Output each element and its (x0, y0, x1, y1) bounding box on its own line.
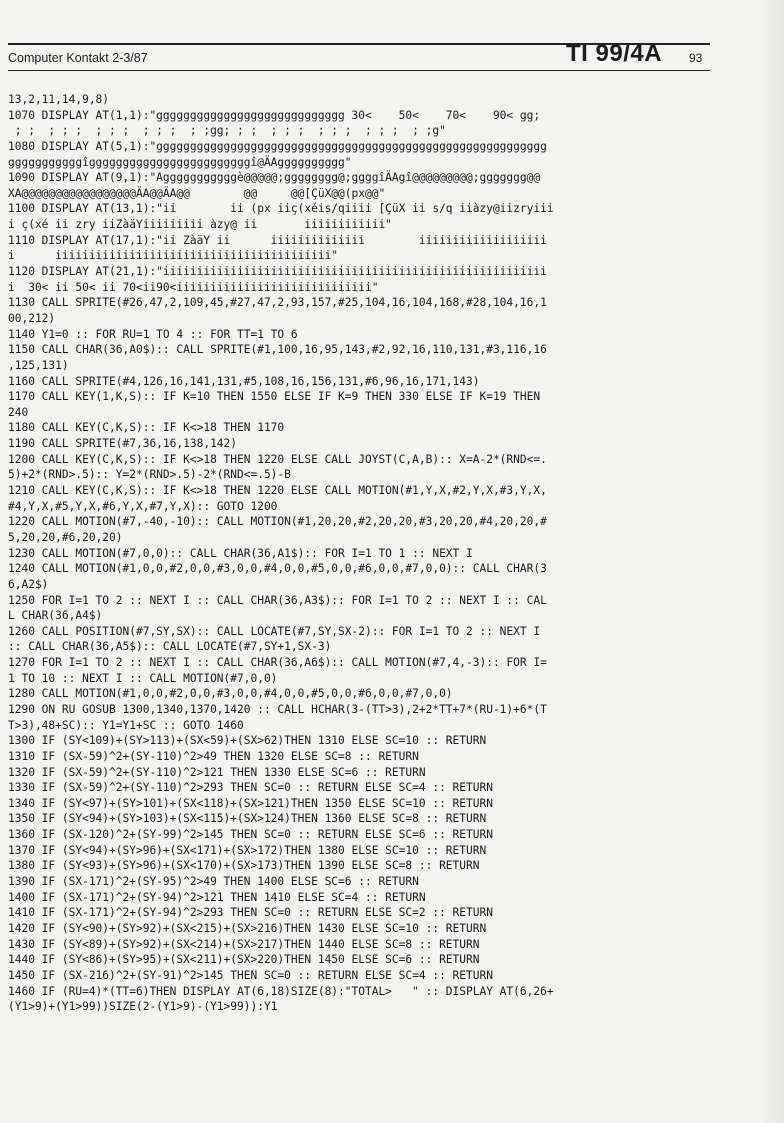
code-line: 240 (8, 405, 29, 419)
code-line: 1130 CALL SPRITE(#26,47,2,109,45,#27,47,2,93,157,#25,104,16,104,168,#28,104,16,1 (8, 296, 547, 310)
page-edge-shadow (756, 0, 784, 1123)
code-line: 1150 CALL CHAR(36,A0$):: CALL SPRITE(#1,100,16,95,143,#2,92,16,110,131,#3,116,16 (8, 343, 547, 357)
code-line: 6,A2$) (8, 577, 49, 591)
code-line: T>3),48+SC):: Y1=Y1+SC :: GOTO 1460 (8, 718, 244, 732)
code-line: 1 TO 10 :: NEXT I :: CALL MOTION(#7,0,0) (8, 671, 278, 685)
code-line: 1250 FOR I=1 TO 2 :: NEXT I :: CALL CHAR(36,A3$):: FOR I=1 TO 2 :: NEXT I :: CAL (8, 593, 547, 607)
code-line: 1290 ON RU GOSUB 1300,1340,1370,1420 :: CALL HCHAR(3-(TT>3),2+2*TT+7*(RU-1)+6*(T (8, 702, 547, 716)
code-line: 5,20,20,#6,20,20) (8, 530, 123, 544)
code-line: 1390 IF (SX-171)^2+(SY-95)^2>49 THEN 1400 ELSE SC=6 :: RETURN (8, 875, 419, 889)
code-line: 1240 CALL MOTION(#1,0,0,#2,0,0,#3,0,0,#4,0,0,#5,0,0,#6,0,0,#7,0,0):: CALL CHAR(3 (8, 562, 547, 576)
code-line: 1220 CALL MOTION(#7,-40,-10):: CALL MOTION(#1,20,20,#2,20,20,#3,20,20,#4,20,20,# (8, 515, 547, 529)
code-line: 1230 CALL MOTION(#7,0,0):: CALL CHAR(36,A1$):: FOR I=1 TO 1 :: NEXT I (8, 546, 473, 560)
basic-program-listing (8, 92, 678, 1015)
code-line: 1090 DISPLAY AT(9,1):"Agggggggggggè@@@@@;gggggggg@;ggggîÄAgî@@@@@@@@@;ggggggg@@ (8, 171, 541, 185)
code-line: 1320 IF (SX-59)^2+(SY-110)^2>121 THEN 1330 ELSE SC=6 :: RETURN (8, 765, 426, 779)
code-line: 1080 DISPLAY AT(5,1):"gggggggggggggggggggggggggggggggggggggggggggggggggggggggggg (8, 139, 547, 153)
code-line: 1460 IF (RU=4)*(TT=6)THEN DISPLAY AT(6,18)SIZE(8):"TOTAL> " :: DISPLAY AT(6,26+ (8, 984, 554, 998)
code-line: L CHAR(36,A4$) (8, 609, 103, 623)
code-line: 1400 IF (SX-171)^2+(SY-94)^2>121 THEN 1410 ELSE SC=4 :: RETURN (8, 890, 426, 904)
page-number: 93 (689, 51, 703, 65)
code-line: 1110 DISPLAY AT(17,1):"ii ZàäY ii iiiiiiiiiiiiii iiiiiiiiiiiiiiiiiii (8, 233, 547, 247)
code-line: #4,Y,X,#5,Y,X,#6,Y,X,#7,Y,X):: GOTO 1200 (8, 499, 278, 513)
code-line: 1440 IF (SY<86)+(SY>95)+(SX<211)+(SX>220)THEN 1450 ELSE SC=6 :: RETURN (8, 953, 480, 967)
code-line: 1100 DISPLAY AT(13,1):"ii ii (px iiç(xéis/qiiii [ÇüX ii s/q iiàzy@iizryiii (8, 202, 554, 216)
code-line: i ç(xé ii zry iiZàäYiiiiiiiii àzy@ ii iiiiiiiiiiii" (8, 218, 392, 232)
code-line: 1410 IF (SX-171)^2+(SY-94)^2>293 THEN SC=0 :: RETURN ELSE SC=2 :: RETURN (8, 906, 493, 920)
code-line: 1310 IF (SX-59)^2+(SY-110)^2>49 THEN 1320 ELSE SC=8 :: RETURN (8, 749, 419, 763)
code-line: 13,2,11,14,9,8) (8, 93, 110, 106)
code-line: 00,212) (8, 311, 56, 325)
code-line: 1270 FOR I=1 TO 2 :: NEXT I :: CALL CHAR(36,A6$):: CALL MOTION(#7,4,-3):: FOR I= (8, 656, 547, 670)
code-line: (Y1>9)+(Y1>99))SIZE(2-(Y1>9)-(Y1>99)):Y1 (8, 1000, 278, 1014)
code-line: 1210 CALL KEY(C,K,S):: IF K<>18 THEN 1220 ELSE CALL MOTION(#1,Y,X,#2,Y,X,#3,Y,X, (8, 484, 547, 498)
code-line: i 30< ii 50< ii 70<ii90<iiiiiiiiiiiiiiiiiiiiiiiiiiiii" (8, 280, 379, 294)
header-underline (8, 70, 710, 71)
code-line: ,125,131) (8, 358, 69, 372)
code-line: 1430 IF (SY<89)+(SY>92)+(SX<214)+(SX>217)THEN 1440 ELSE SC=8 :: RETURN (8, 937, 480, 951)
code-line: 1280 CALL MOTION(#1,0,0,#2,0,0,#3,0,0,#4,0,0,#5,0,0,#6,0,0,#7,0,0) (8, 687, 453, 701)
magazine-issue: Computer Kontakt 2-3/87 (8, 51, 148, 65)
code-line: 1420 IF (SY<90)+(SY>92)+(SX<215)+(SX>216)THEN 1430 ELSE SC=10 :: RETURN (8, 921, 487, 935)
code-line: 1180 CALL KEY(C,K,S):: IF K<>18 THEN 1170 (8, 421, 285, 435)
code-line: 5)+2*(RND>.5):: Y=2*(RND>.5)-2*(RND<=.5)-B (8, 468, 291, 482)
page-title: TI 99/4A (566, 40, 663, 67)
code-line: 1370 IF (SY<94)+(SY>96)+(SX<171)+(SX>172)THEN 1380 ELSE SC=10 :: RETURN (8, 843, 487, 857)
code-line: 1350 IF (SY<94)+(SY>103)+(SX<115)+(SX>124)THEN 1360 ELSE SC=8 :: RETURN (8, 812, 487, 826)
code-line: ; ; ; ; ; ; ; ; ; ; ; ; ;gg; ; ; ; ; ; ; ; ; ; ; ; ; ;g" (8, 124, 446, 138)
code-line: 1330 IF (SX-59)^2+(SY-110)^2>293 THEN SC=0 :: RETURN ELSE SC=4 :: RETURN (8, 781, 493, 795)
code-line: XA@@@@@@@@@@@@@@@@@ÄA@@ÄA@@ @@ @@[ÇüX@@(px@@" (8, 186, 386, 200)
code-line: 1260 CALL POSITION(#7,SY,SX):: CALL LOCATE(#7,SY,SX-2):: FOR I=1 TO 2 :: NEXT I (8, 624, 541, 638)
code-line: 1200 CALL KEY(C,K,S):: IF K<>18 THEN 1220 ELSE CALL JOYST(C,A,B):: X=A-2*(RND<=. (8, 452, 547, 466)
code-line: 1190 CALL SPRITE(#7,36,16,138,142) (8, 437, 238, 451)
code-line: gggggggggggîggggggggggggggggggggggggî@ÄAgggggggggg" (8, 155, 352, 169)
code-line: 1340 IF (SY<97)+(SY>101)+(SX<118)+(SX>121)THEN 1350 ELSE SC=10 :: RETURN (8, 796, 493, 810)
code-line: 1120 DISPLAY AT(21,1):"iiiiiiiiiiiiiiiiiiiiiiiiiiiiiiiiiiiiiiiiiiiiiiiiiiiiiiiii (8, 265, 547, 279)
code-line: 1300 IF (SY<109)+(SY>113)+(SX<59)+(SX>62)THEN 1310 ELSE SC=10 :: RETURN (8, 734, 487, 748)
code-line: 1160 CALL SPRITE(#4,126,16,141,131,#5,108,16,156,131,#6,96,16,171,143) (8, 374, 480, 388)
code-line: i iiiiiiiiiiiiiiiiiiiiiiiiiiiiiiiiiiiiiiiii" (8, 249, 339, 263)
code-line: 1450 IF (SX-216)^2+(SY-91)^2>145 THEN SC=0 :: RETURN ELSE SC=4 :: RETURN (8, 968, 493, 982)
code-line: 1140 Y1=0 :: FOR RU=1 TO 4 :: FOR TT=1 TO 6 (8, 327, 298, 341)
code-line: 1360 IF (SX-120)^2+(SY-99)^2>145 THEN SC=0 :: RETURN ELSE SC=6 :: RETURN (8, 828, 493, 842)
code-line: 1380 IF (SY<93)+(SY>96)+(SX<170)+(SX>173)THEN 1390 ELSE SC=8 :: RETURN (8, 859, 480, 873)
code-line: :: CALL CHAR(36,A5$):: CALL LOCATE(#7,SY+1,SX-3) (8, 640, 332, 654)
code-line: 1070 DISPLAY AT(1,1):"gggggggggggggggggggggggggggg 30< 50< 70< 90< gg; (8, 108, 541, 122)
code-line: 1170 CALL KEY(1,K,S):: IF K=10 THEN 1550 ELSE IF K=9 THEN 330 ELSE IF K=19 THEN (8, 390, 541, 404)
